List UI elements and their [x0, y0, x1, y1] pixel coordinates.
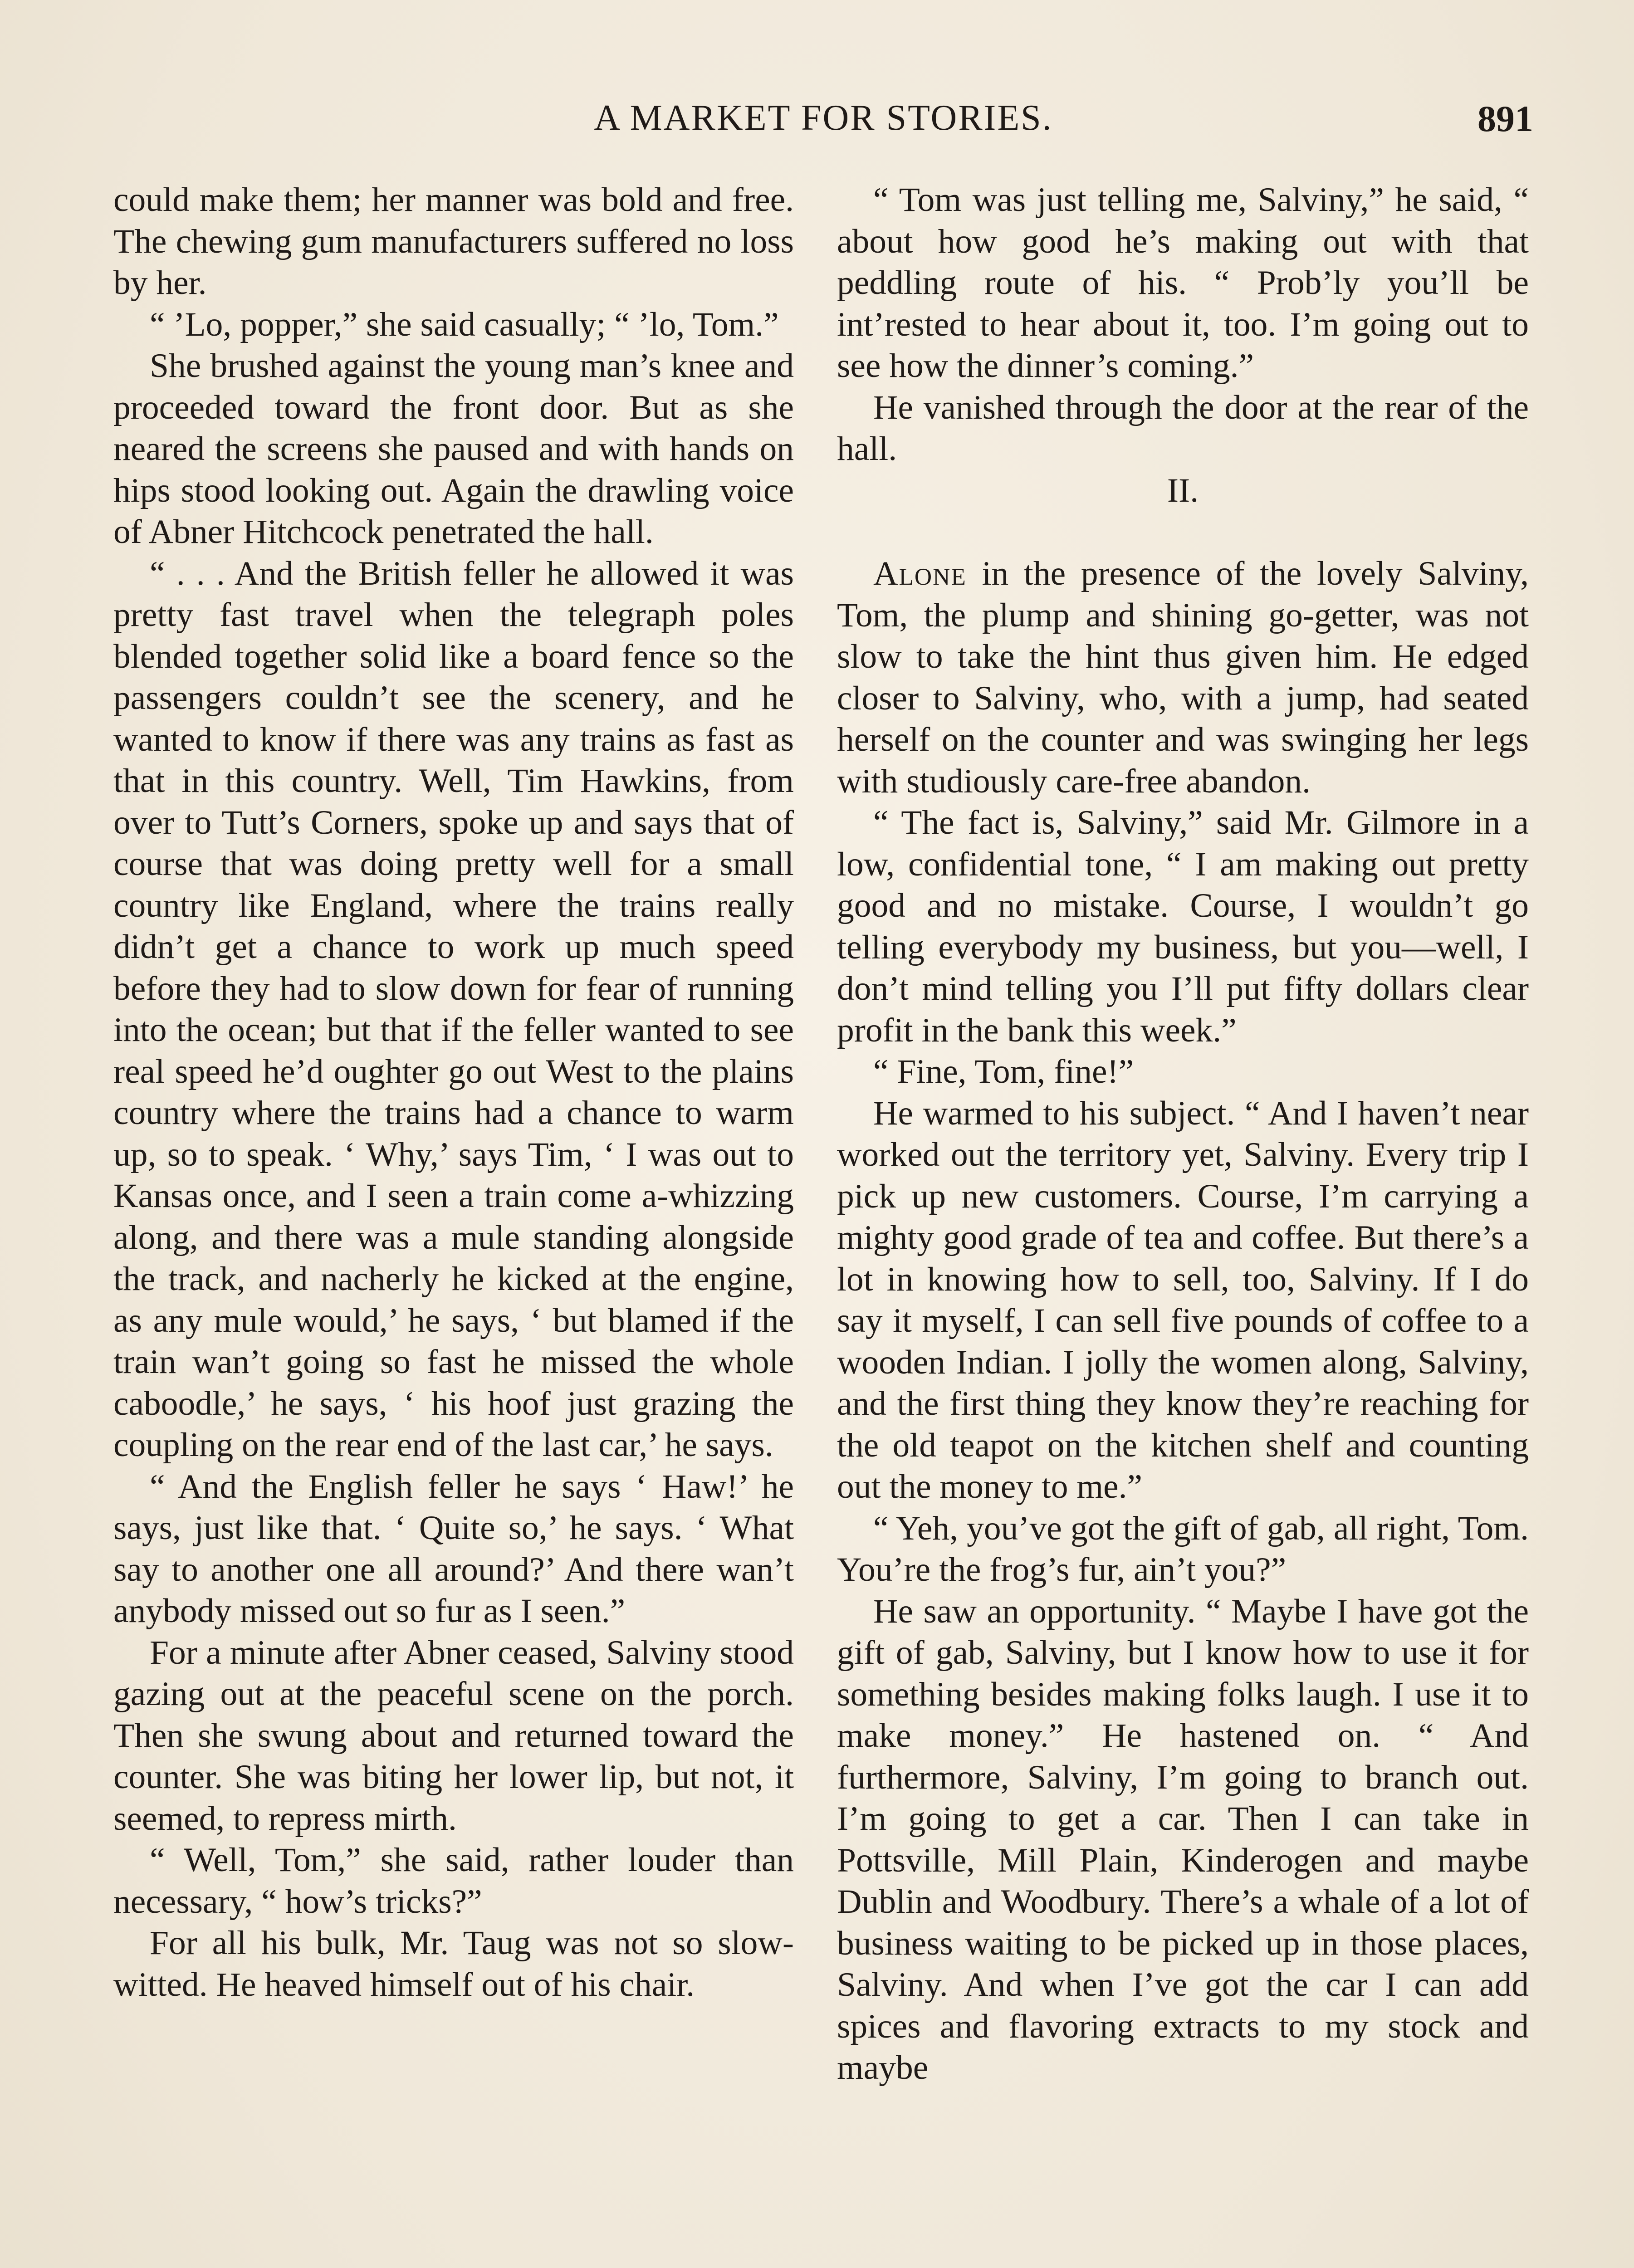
- paragraph: He saw an opportunity. “ Maybe I have got the gift of gab, Salviny, but I know how to use it for something besides making folks laugh. I use it to make money.” He hastened on. “ And furthermore, Salviny, I’m going to branch out. I’m going to get a car. Then I can take in Pottsville, Mill Plain, Kinderogen and maybe Dublin and Woodbury. There’s a whale of a lot of business waiting to be picked up in those places, Salviny. And when I’ve got the car I can add spices and flavoring extracts to my stock and maybe: [837, 1592, 1529, 2087]
- paragraph: “ . . . And the British feller he allowed it was pretty fast travel when the telegraph poles blended together solid like a board fence so the passengers couldn’t see the scenery, and he wanted to know if there was any trains as fast as that in this country. Well, Tim Hawkins, from over to Tutt’s Corners, spoke up and says that of course that was doing pretty well for a small country like England, where the trains really didn’t get a chance to work up much speed before they had to slow down for fear of running into the ocean; but that if the feller wanted to see real speed he’d oughter go out West to the plains country where the trains had a chance to warm up, so to speak. ‘ Why,’ says Tim, ‘ I was out to Kansas once, and I seen a train come a-whizzing along, and there was a mule standing alongside the track, and nacherly he kicked at the engine, as any mule would,’ he says, ‘ but blamed if the train wan’t going so fast he missed the whole caboodle,’ he says, ‘ his hoof just grazing the coupling on the rear end of the last car,’ he says.: [113, 554, 794, 1464]
- paragraph: “ Fine, Tom, fine!”: [873, 1053, 1134, 1090]
- paragraph: could make them; her manner was bold and free. The chewing gum manufacturers suffered no loss by her.: [113, 181, 794, 302]
- paragraph: For all his bulk, Mr. Taug was not so slow-witted. He heaved himself out of his chair.: [113, 1924, 794, 2004]
- running-header: [113, 98, 1533, 147]
- paragraph: “ ’Lo, popper,” she said casually; “ ’lo, Tom.”: [150, 305, 779, 343]
- paragraph: “ The fact is, Salviny,” said Mr. Gilmore in a low, confidential tone, “ I am making out pretty good and no mistake. Course, I wouldn’t go telling everybody my business, but you—well, I don’t mind telling you I’ll put fifty dollars clear profit in the bank this week.”: [837, 804, 1529, 1049]
- paragraph: He warmed to his subject. “ And I haven’t near worked out the territory yet, Salviny. Every trip I pick up new customers. Course, I’m carrying a mighty good grade of tea and coffee. But there’s a lot in knowing how to sell, too, Salviny. If I do say it myself, I can sell five pounds of coffee to a wooden Indian. I jolly the women along, Salviny, and the first thing they know they’re reaching for the old teapot on the kitchen shelf and counting out the money to me.”: [837, 1094, 1529, 1505]
- paragraph: “ And the English feller he says ‘ Haw!’ he says, just like that. ‘ Quite so,’ he says. ‘ What say to another one all around?’ And there wan’t anybody missed out so fur as I seen.”: [113, 1467, 794, 1630]
- paragraph: She brushed against the young man’s knee and proceeded toward the front door. But as she neared the screens she paused and with hands on hips stood looking out. Again the drawling voice of Abner Hitchcock penetrated the hall.: [113, 347, 794, 551]
- paragraph: “ Yeh, you’ve got the gift of gab, all right, Tom. You’re the frog’s fur, ain’t you?”: [837, 1509, 1529, 1589]
- section-numeral: II.: [1167, 471, 1199, 509]
- paragraph: “ Well, Tom,” she said, rather louder than necessary, “ how’s tricks?”: [113, 1841, 794, 1921]
- running-title: A MARKET FOR STORIES.: [594, 98, 1053, 138]
- page-number: 891: [1477, 98, 1533, 139]
- paragraph: “ Tom was just telling me, Salviny,” he said, “ about how good he’s making out with that peddling route of his. “ Prob’ly you’ll be int’rested to hear about it, too. I’m going out to see how the dinner’s coming.”: [837, 181, 1529, 385]
- paragraph: For a minute after Abner ceased, Salviny stood gazing out at the peaceful scene on the porch. Then she swung about and returned toward the counter. She was biting her lower lip, but not, it seemed, to repress mirth.: [113, 1633, 794, 1838]
- paragraph: He vanished through the door at the rear of the hall.: [837, 388, 1529, 468]
- left-column: [113, 179, 794, 2005]
- paragraph: [837, 553, 1529, 802]
- right-column: [837, 179, 1529, 2089]
- section-lead-word: Alone: [873, 555, 967, 592]
- paragraph-text: in the presence of the lovely Salviny, Tom, the plump and shining go-getter, was not slow to take the hint thus given him. He edged closer to Salviny, who, with a jump, had seated herself on the counter and was swinging her legs with studiously care-free abandon.: [837, 555, 1529, 800]
